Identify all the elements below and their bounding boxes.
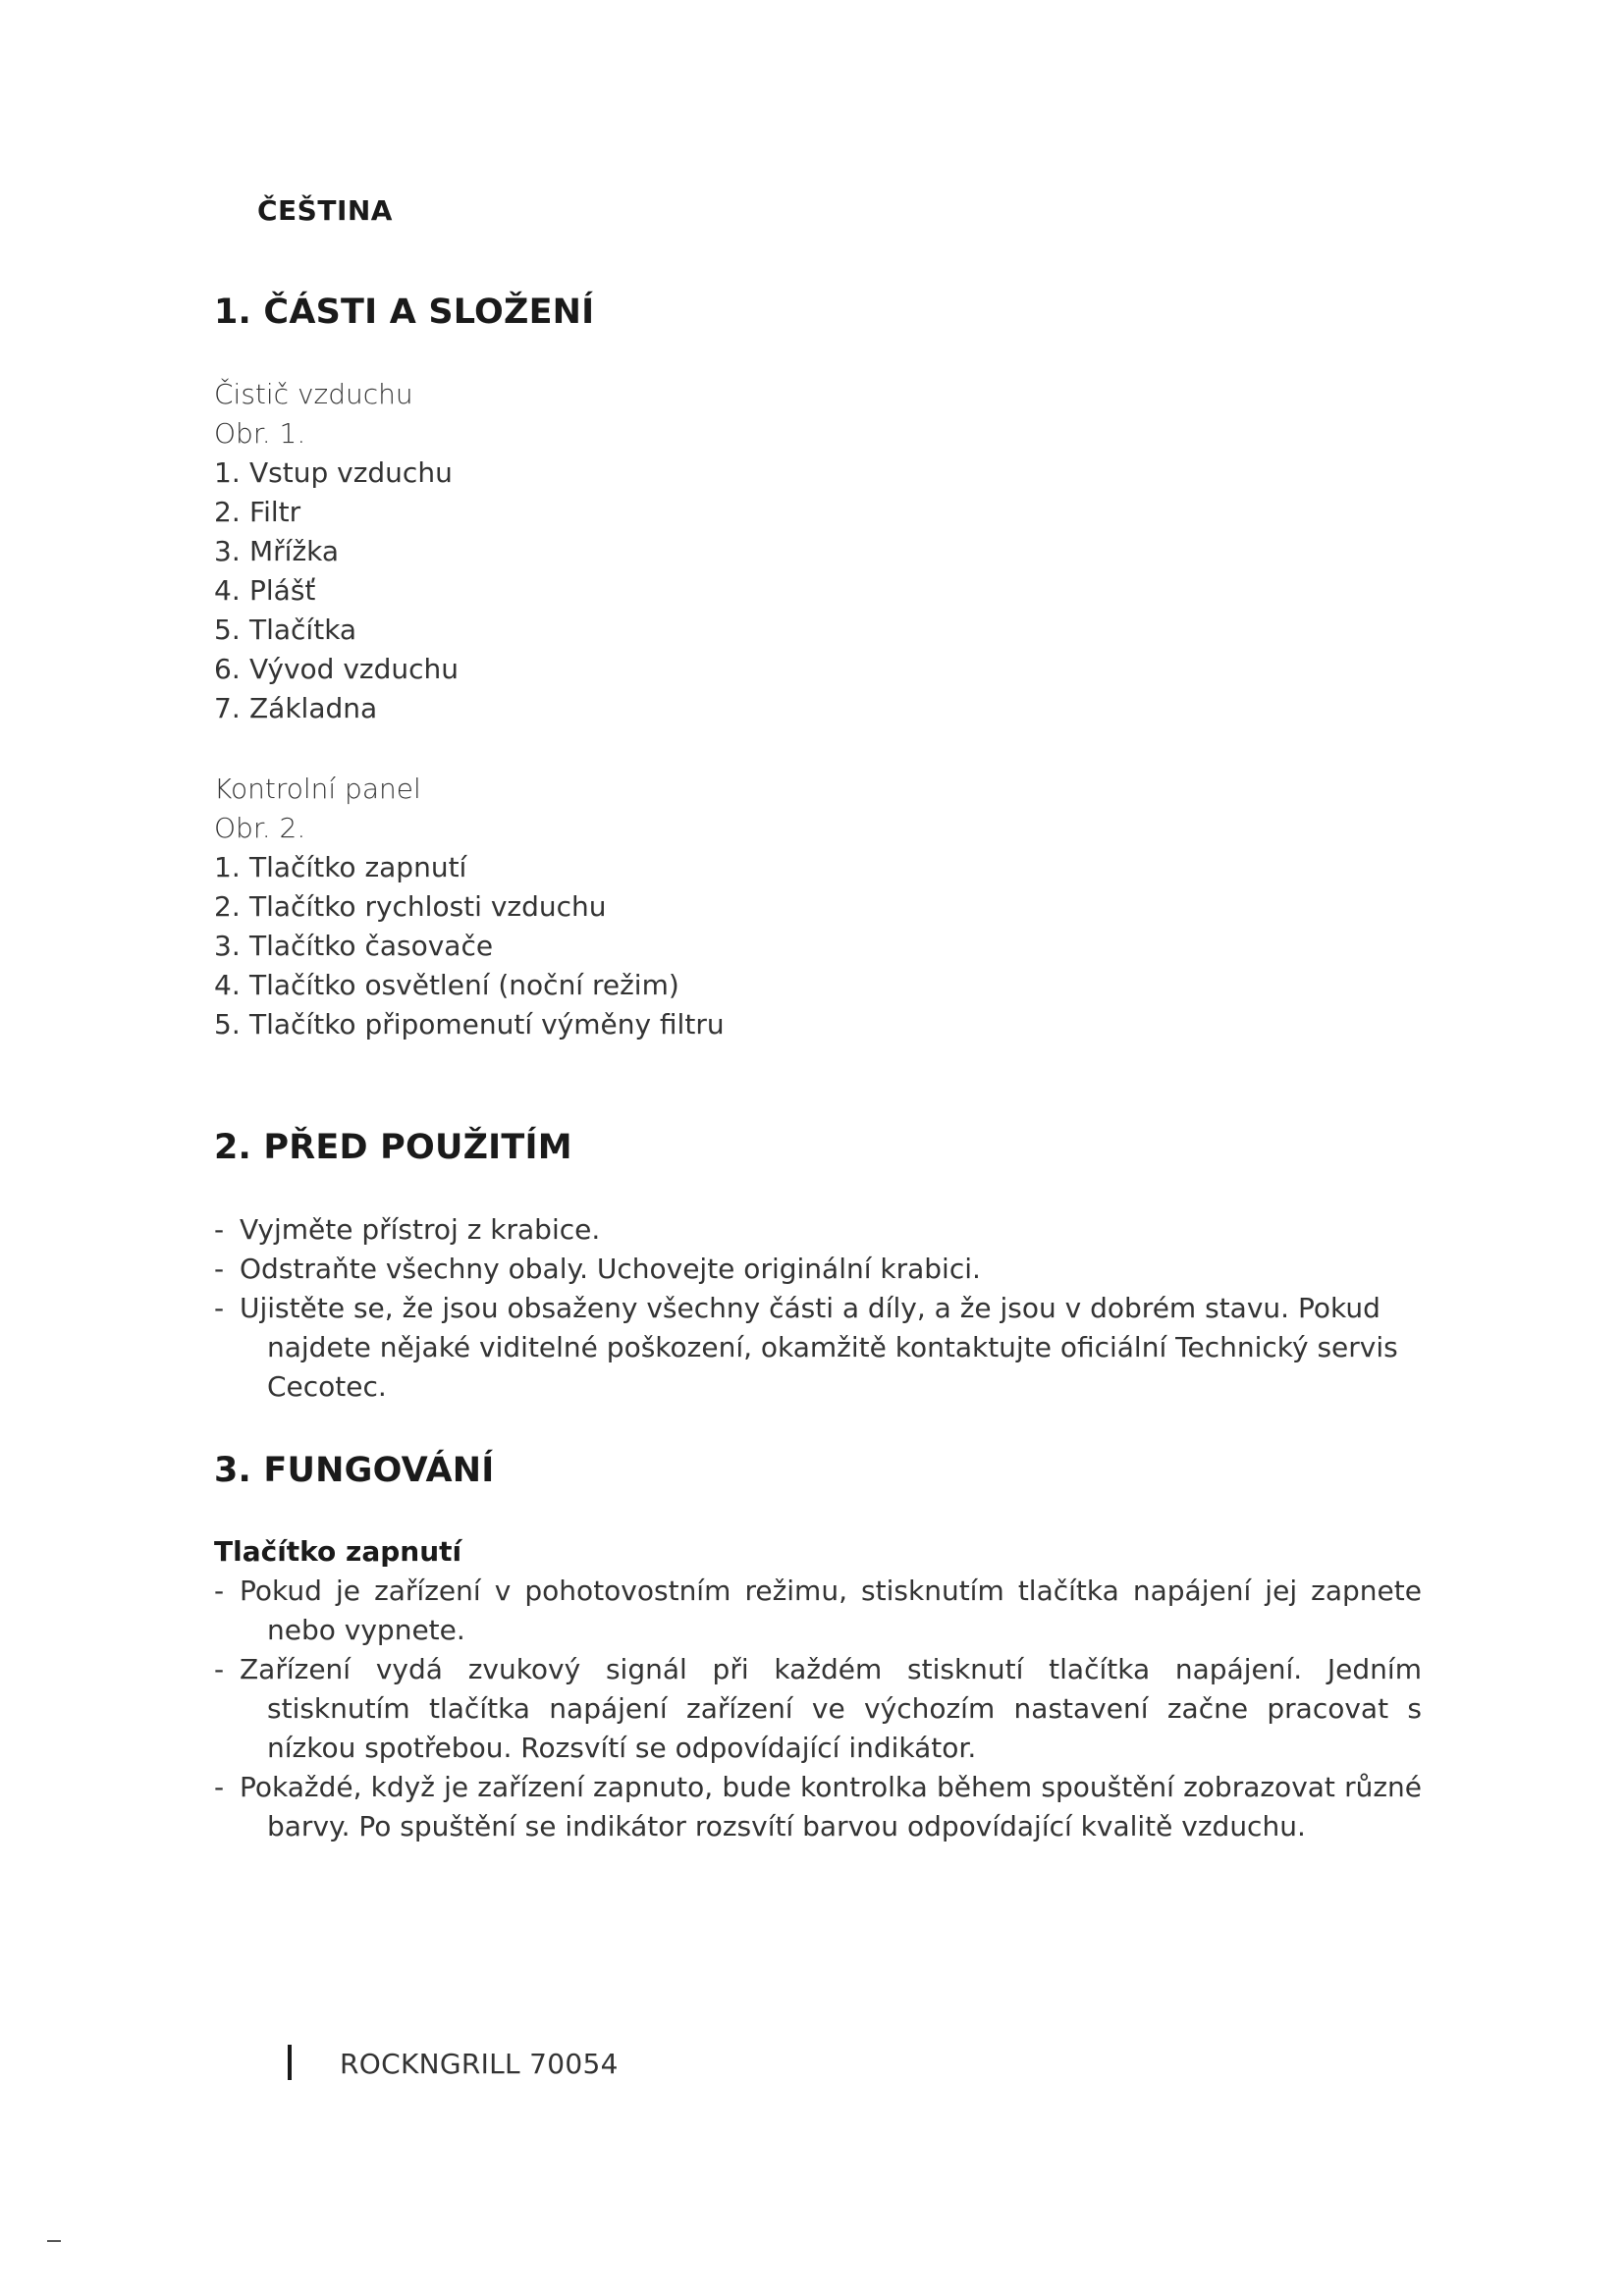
list-item: 6. Vývod vzduchu — [214, 653, 460, 685]
bullet-list — [214, 1210, 1402, 1407]
list-item: 5. Tlačítka — [214, 614, 357, 646]
section-title-operation: 3. FUNGOVÁNÍ — [214, 1451, 495, 1490]
footer-divider — [288, 2045, 292, 2080]
before-use-content — [214, 1210, 1402, 1407]
list-item: 3. Mřížka — [214, 535, 340, 567]
subsection-title: Tlačítko zapnutí — [214, 1535, 462, 1568]
figure-ref: Obr. 1. — [214, 417, 306, 450]
footer-product-name: ROCKNGRILL 70054 — [340, 2048, 619, 2080]
list-item: 3. Tlačítko časovače — [214, 930, 494, 962]
list-item: 2. Tlačítko rychlosti vzduchu — [214, 890, 607, 923]
list-item: - Pokud je zařízení v pohotovostním režimu, stisknutím tlačítka napájení jej zapnete nebo vypnete. — [214, 1575, 1422, 1646]
list-item: - Odstraňte všechny obaly. Uchovejte originální krabici. — [214, 1253, 981, 1285]
list-item: 5. Tlačítko připomenutí výměny filtru — [214, 1008, 725, 1041]
list-item: 2. Filtr — [214, 496, 301, 528]
control-list — [214, 848, 725, 1044]
operation-content — [214, 1532, 1422, 1846]
section-title-before-use: 2. PŘED POUŽITÍM — [214, 1128, 572, 1167]
list-item: 1. Tlačítko zapnutí — [214, 851, 467, 883]
list-item: - Pokaždé, když je zařízení zapnuto, bude kontrolka během spouštění zobrazovat různé barvy. Po spuštění se indikátor rozsvítí barvou odpovídající kvalitě vzduchu. — [214, 1771, 1422, 1842]
list-item: 4. Plášť — [214, 574, 316, 607]
figure-ref: Obr. 2. — [214, 812, 306, 844]
list-item: 1. Vstup vzduchu — [214, 456, 453, 489]
list-item: - Ujistěte se, že jsou obsaženy všechny části a díly, a že jsou v dobrém stavu. Pokud najdete nějaké viditelné poškození, okamžitě kontaktujte oficiální Technický servis Cecotec. — [214, 1292, 1398, 1403]
group-title: Čistič vzduchu — [214, 378, 413, 410]
list-item: 7. Základna — [214, 692, 378, 724]
group-title: Kontrolní panel — [214, 773, 421, 805]
section-title-parts: 1. ČÁSTI A SLOŽENÍ — [214, 293, 595, 332]
parts-group-control-panel — [214, 770, 725, 1044]
language-label: ČEŠTINA — [257, 194, 393, 227]
bullet-list — [214, 1572, 1422, 1846]
list-item: 4. Tlačítko osvětlení (noční režim) — [214, 969, 679, 1001]
parts-group-air-purifier — [214, 375, 459, 728]
corner-mark — [47, 2240, 61, 2242]
list-item: - Vyjměte přístroj z krabice. — [214, 1213, 601, 1246]
list-item: - Zařízení vydá zvukový signál při každém stisknutí tlačítka napájení. Jedním stisknutím tlačítka napájení zařízení ve výchozím nastavení začne pracovat s nízkou spotřebou. Rozsvítí se odpovídající indikátor. — [214, 1653, 1422, 1764]
parts-list — [214, 454, 459, 728]
